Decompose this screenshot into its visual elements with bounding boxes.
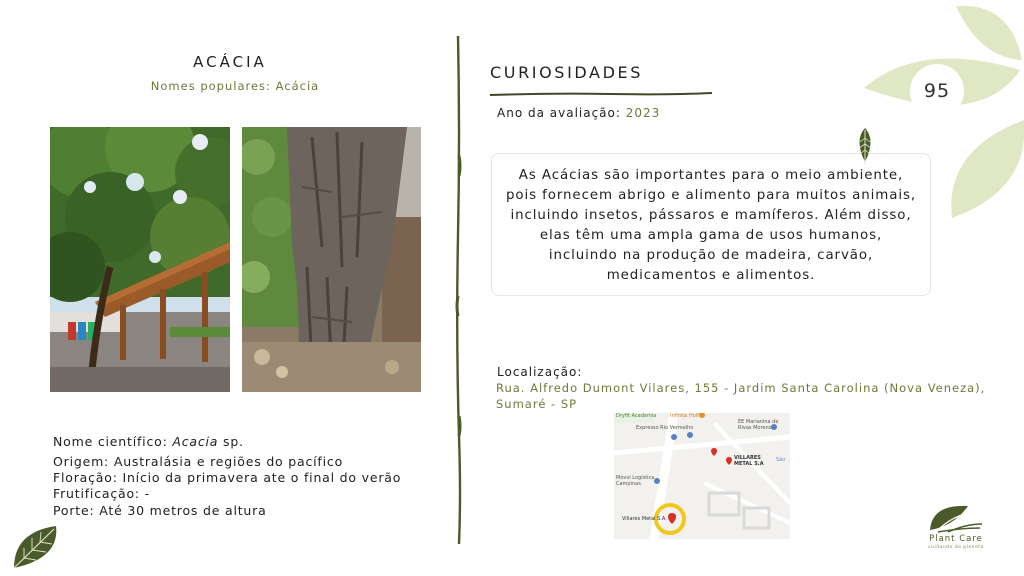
scientific-name — [53, 434, 244, 449]
year-label: Ano da avaliação: — [497, 106, 621, 120]
popular-names — [110, 79, 360, 93]
popular-names-value: Acácia — [275, 79, 320, 93]
vertical-divider — [452, 36, 466, 544]
map-label: VILLARES METAL S.A — [734, 455, 764, 467]
map-label: São — [776, 457, 786, 463]
origin-text: Origem: Australásia e regiões do pacífico — [53, 454, 344, 469]
species-title: ACÁCIA — [193, 53, 267, 71]
leaf-icon — [10, 522, 62, 572]
location-address — [496, 380, 996, 412]
tree-trunk-photo — [242, 127, 421, 392]
title-underline — [490, 83, 712, 91]
location-label: Localização: — [497, 365, 583, 379]
scientific-name-suffix: sp. — [223, 434, 244, 449]
popular-names-label: Nomes populares: — [150, 79, 271, 93]
page-number: 95 — [910, 64, 964, 118]
brand-name: Plant Care — [929, 534, 983, 544]
map-label: Infinita Holf — [670, 413, 699, 419]
map-label: Dryfit Academia — [616, 413, 657, 419]
fruiting-text: Frutificação: - — [53, 486, 150, 501]
map-label: Villares Metal S.A. — [622, 516, 667, 522]
brand-tagline: cuidando do planeta — [928, 545, 984, 550]
address-line-2: Sumaré - SP — [496, 397, 578, 411]
scientific-name-label: Nome científico: — [53, 434, 168, 449]
scientific-name-genus: Acacia — [172, 434, 219, 449]
map-label: EE Marianina de Rivas Moreno — [738, 419, 779, 431]
curiosities-text: As Acácias são importantes para o meio ambiente, pois fornecem abrigo e alimento para muitos animais, incluindo insetos, pássaros e mamíferos. Além disso, elas têm uma ampla gama de usos humanos, incluindo na produção de madeira, carvão, medicamentos e alimentos. — [506, 168, 916, 283]
location-map[interactable] — [614, 413, 790, 539]
address-line-1: Rua. Alfredo Dumont Vilares, 155 - Jardim Santa Carolina (Nova Veneza), — [496, 381, 986, 395]
evaluation-year — [497, 106, 660, 120]
map-label: Movvi Logística Campinas — [616, 475, 655, 487]
map-label: Expresso Rio Vermelho — [636, 425, 694, 431]
size-text: Porte: Até 30 metros de altura — [53, 503, 267, 518]
leaf-icon — [852, 126, 878, 166]
year-value: 2023 — [625, 106, 661, 120]
tree-canopy-photo — [50, 127, 230, 392]
flowering-text: Floração: Início da primavera ate o final do verão — [53, 470, 402, 485]
curiosities-title: CURIOSIDADES — [490, 63, 643, 82]
